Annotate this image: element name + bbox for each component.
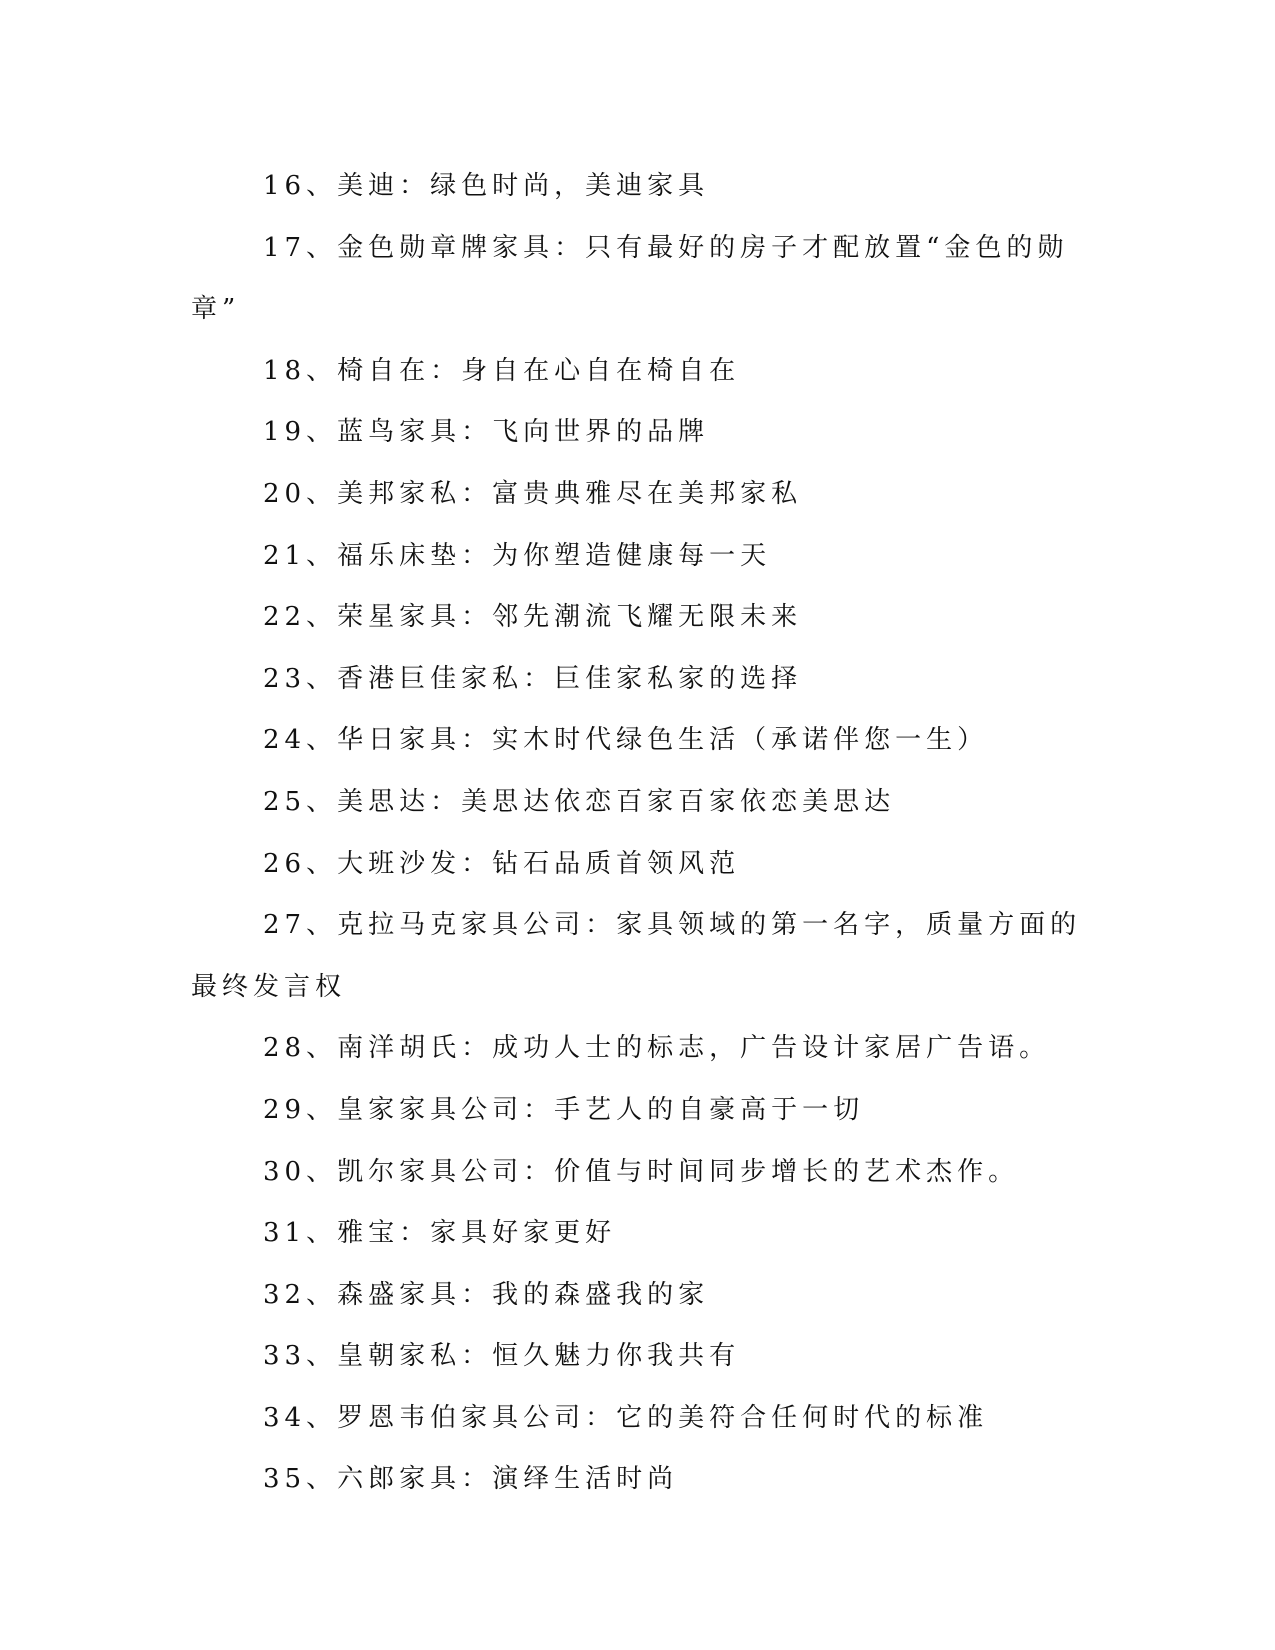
list-item: 21、福乐床垫：为你塑造健康每一天 — [263, 540, 772, 571]
list-item: 33、皇朝家私：恒久魅力你我共有 — [263, 1341, 741, 1372]
list-item: 26、大班沙发：钻石品质首领风范 — [263, 848, 741, 879]
list-item: 30、凯尔家具公司：价值与时间同步增长的艺术杰作。 — [263, 1156, 1020, 1187]
slogan-list — [191, 156, 1091, 1511]
list-item: 35、六郎家具：演绎生活时尚 — [263, 1464, 679, 1495]
list-item: 22、荣星家具：邻先潮流飞耀无限未来 — [263, 602, 803, 633]
list-item: 23、香港巨佳家私：巨佳家私家的选择 — [263, 663, 803, 694]
list-item: 29、皇家家具公司：手艺人的自豪高于一切 — [263, 1094, 865, 1125]
list-item: 27、克拉马克家具公司：家具领域的第一名字，质量方面的最终发言权 — [191, 910, 1082, 1002]
list-item: 32、森盛家具：我的森盛我的家 — [263, 1279, 710, 1310]
list-item: 16、美迪：绿色时尚，美迪家具 — [263, 171, 710, 201]
list-item: 24、华日家具：实木时代绿色生活（承诺伴您一生） — [263, 725, 989, 756]
list-item: 25、美思达：美思达依恋百家百家依恋美思达 — [263, 786, 896, 817]
list-item: 17、金色勋章牌家具：只有最好的房子才配放置“金色的勋章” — [191, 232, 1069, 325]
list-item: 20、美邦家私：富贵典雅尽在美邦家私 — [263, 478, 803, 509]
list-item: 19、蓝鸟家具：飞向世界的品牌 — [263, 417, 710, 448]
list-item: 28、南洋胡氏：成功人士的标志，广告设计家居广告语。 — [263, 1033, 1051, 1064]
list-item: 31、雅宝：家具好家更好 — [263, 1218, 617, 1249]
list-item: 34、罗恩韦伯家具公司：它的美符合任何时代的标准 — [263, 1402, 989, 1433]
list-item: 18、椅自在：身自在心自在椅自在 — [263, 355, 741, 386]
